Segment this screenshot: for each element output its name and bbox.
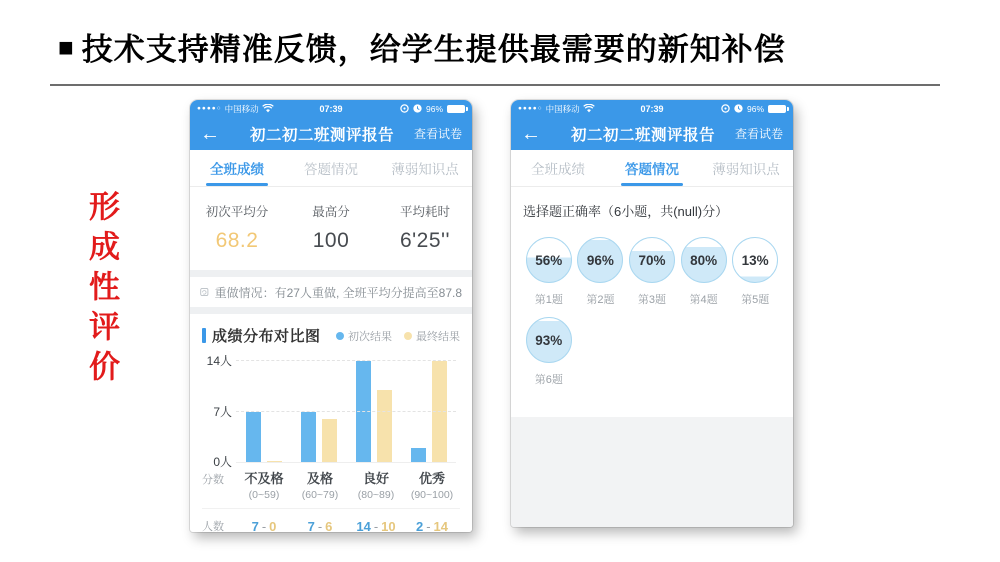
title-underline [50, 84, 940, 86]
count-separator: - [261, 518, 267, 532]
tab-1[interactable]: 全班成绩 [531, 162, 585, 177]
battery-icon [768, 105, 786, 113]
signal-dots-icon: ●●●●○ [197, 105, 222, 112]
nav-bar [511, 117, 793, 150]
question-accuracy-circle: 13% [732, 237, 778, 283]
question-6 [523, 317, 575, 387]
category-良好 [348, 468, 404, 501]
gridline [236, 360, 456, 361]
count-initial: 14 [356, 518, 371, 532]
category-label: 及格 [306, 471, 333, 486]
carrier-label: 中国移动 [224, 103, 259, 114]
count-separator: - [426, 518, 431, 532]
question-label: 第6题 [534, 374, 563, 386]
count-final: 10 [381, 518, 396, 532]
question-label: 第2题 [586, 294, 615, 306]
stat-value: 6'25'' [399, 229, 451, 252]
status-right [343, 104, 465, 114]
tab-3[interactable]: 薄弱知识点 [712, 162, 780, 177]
question-accuracy-circle: 93% [526, 317, 572, 363]
view-paper-button[interactable]: 查看试卷 [734, 127, 783, 141]
count-cell-优秀 [404, 519, 460, 533]
bar-group-优秀 [401, 355, 456, 462]
stat-label: 初次平均分 [205, 205, 269, 219]
bar-最终结果 [377, 390, 392, 462]
category-及格 [292, 468, 348, 501]
tab-bar [511, 150, 793, 187]
side-label: 形成性评价 [84, 190, 119, 390]
stat-初次平均分 [190, 202, 284, 253]
stat-最高分 [284, 202, 378, 253]
battery-percent-label: 96% [746, 103, 764, 114]
legend-item-最终结果 [404, 328, 460, 344]
category-不及格 [236, 468, 292, 501]
category-优秀 [404, 468, 460, 501]
bar-最终结果 [267, 461, 282, 462]
title-bullet-icon: ■ [58, 31, 74, 62]
question-label: 第5题 [741, 294, 770, 306]
chart-y-axis [202, 354, 236, 469]
empty-area [511, 417, 793, 527]
status-right [664, 104, 786, 114]
y-tick-label: 7人 [213, 404, 232, 419]
rotation-lock-icon [400, 104, 409, 113]
count-cell-及格 [292, 519, 348, 533]
wifi-icon [262, 104, 274, 113]
category-range-label: (90~100) [410, 489, 454, 501]
redo-status-text: 重做情况：有27人重做, 全班平均分提高至87.8 [214, 285, 462, 300]
phone-screenshot-report [190, 100, 472, 532]
tab-3[interactable]: 薄弱知识点 [391, 162, 459, 177]
nav-bar [190, 117, 472, 150]
tab-1[interactable]: 全班成绩 [190, 150, 284, 186]
stat-label: 平均耗时 [399, 205, 450, 219]
status-left [197, 103, 319, 115]
chart-legend [336, 328, 460, 344]
category-range-label: (0~59) [248, 489, 280, 501]
question-row-2 [523, 317, 781, 387]
stat-label: 最高分 [312, 205, 350, 219]
status-left [518, 103, 640, 115]
page-title: 初二初二班测评报告 [570, 126, 715, 144]
chart-bar-groups [236, 355, 456, 462]
question-1 [523, 237, 575, 307]
count-final: 0 [269, 518, 277, 532]
bar-group-不及格 [236, 355, 291, 462]
signal-dots-icon: ●●●●○ [518, 105, 543, 112]
count-initial: 2 [415, 518, 424, 532]
score-row-header: 分数 [202, 474, 224, 486]
question-accuracy-circle: 80% [681, 237, 727, 283]
count-row-header: 人数 [202, 521, 224, 532]
score-range-row [202, 468, 460, 501]
tab-bar [190, 150, 472, 187]
count-cell-良好 [348, 519, 404, 533]
bar-初次结果 [301, 412, 316, 462]
count-initial: 7 [307, 518, 315, 532]
bar-初次结果 [411, 448, 426, 462]
alarm-clock-icon [413, 104, 422, 113]
bar-group-及格 [291, 355, 346, 462]
alarm-clock-icon [734, 104, 743, 113]
count-initial: 7 [251, 518, 259, 532]
clock-label: 07:39 [640, 103, 664, 114]
category-range-label: (60~79) [301, 489, 339, 501]
question-row-1 [523, 237, 781, 307]
count-separator: - [317, 518, 323, 532]
page-title: 初二初二班测评报告 [249, 126, 394, 144]
bar-初次结果 [246, 412, 261, 462]
legend-label: 最终结果 [416, 330, 460, 343]
question-4 [678, 237, 730, 307]
category-label: 良好 [362, 471, 389, 486]
tab-2[interactable]: 答题情况 [304, 162, 358, 177]
accuracy-section-title: 选择题正确率（6小题，共(null)分） [523, 204, 729, 219]
legend-dot-icon [336, 332, 344, 340]
chart-body [202, 354, 460, 469]
view-paper-button[interactable]: 查看试卷 [413, 127, 462, 141]
count-final: 6 [325, 518, 333, 532]
legend-dot-icon [404, 332, 412, 340]
carrier-label: 中国移动 [545, 103, 580, 114]
redo-icon [200, 286, 209, 298]
y-tick-label: 14人 [206, 354, 232, 369]
slide-title-row [58, 24, 786, 69]
battery-icon [447, 105, 465, 113]
redo-status-row [190, 277, 472, 307]
stat-平均耗时 [378, 202, 472, 253]
legend-label: 初次结果 [348, 330, 392, 343]
count-final: 14 [433, 518, 449, 532]
chart-title-marker [202, 328, 206, 343]
question-2 [575, 237, 627, 307]
question-accuracy-circle: 56% [526, 237, 572, 283]
count-cell-不及格 [236, 519, 292, 533]
question-label: 第3题 [637, 294, 667, 306]
chart-header [202, 325, 460, 346]
question-accuracy-circle: 70% [629, 237, 675, 283]
bar-最终结果 [322, 419, 337, 462]
stat-value: 68.2 [215, 229, 259, 252]
legend-item-初次结果 [336, 328, 392, 344]
slide-title: 技术支持精准反馈，给学生提供最需要的新知补偿 [81, 32, 786, 67]
category-range-label: (80~89) [357, 489, 395, 501]
chart-plot [236, 355, 456, 463]
question-label: 第1题 [534, 294, 563, 306]
chart-title: 成绩分布对比图 [212, 328, 321, 345]
phone-screenshot-answers [511, 100, 793, 527]
question-3 [626, 237, 678, 307]
back-arrow-icon[interactable]: ← [200, 122, 220, 145]
question-5 [729, 237, 781, 307]
score-distribution-card [190, 314, 472, 532]
clock-label: 07:39 [319, 103, 343, 114]
count-row [202, 508, 460, 532]
back-arrow-icon[interactable]: ← [521, 122, 541, 145]
stat-value: 100 [312, 229, 350, 252]
bar-group-良好 [346, 355, 401, 462]
question-label: 第4题 [689, 294, 718, 306]
stats-row [190, 187, 472, 270]
count-separator: - [373, 518, 379, 532]
question-accuracy-circle: 96% [577, 237, 623, 283]
y-tick-label: 0人 [213, 455, 232, 469]
status-bar [511, 100, 793, 117]
rotation-lock-icon [721, 104, 730, 113]
battery-percent-label: 96% [425, 103, 443, 114]
accuracy-section [511, 187, 793, 417]
tab-2[interactable]: 答题情况 [605, 150, 699, 186]
category-label: 优秀 [418, 471, 445, 486]
gridline [236, 411, 456, 412]
category-label: 不及格 [244, 471, 284, 486]
status-bar [190, 100, 472, 117]
wifi-icon [583, 104, 595, 113]
